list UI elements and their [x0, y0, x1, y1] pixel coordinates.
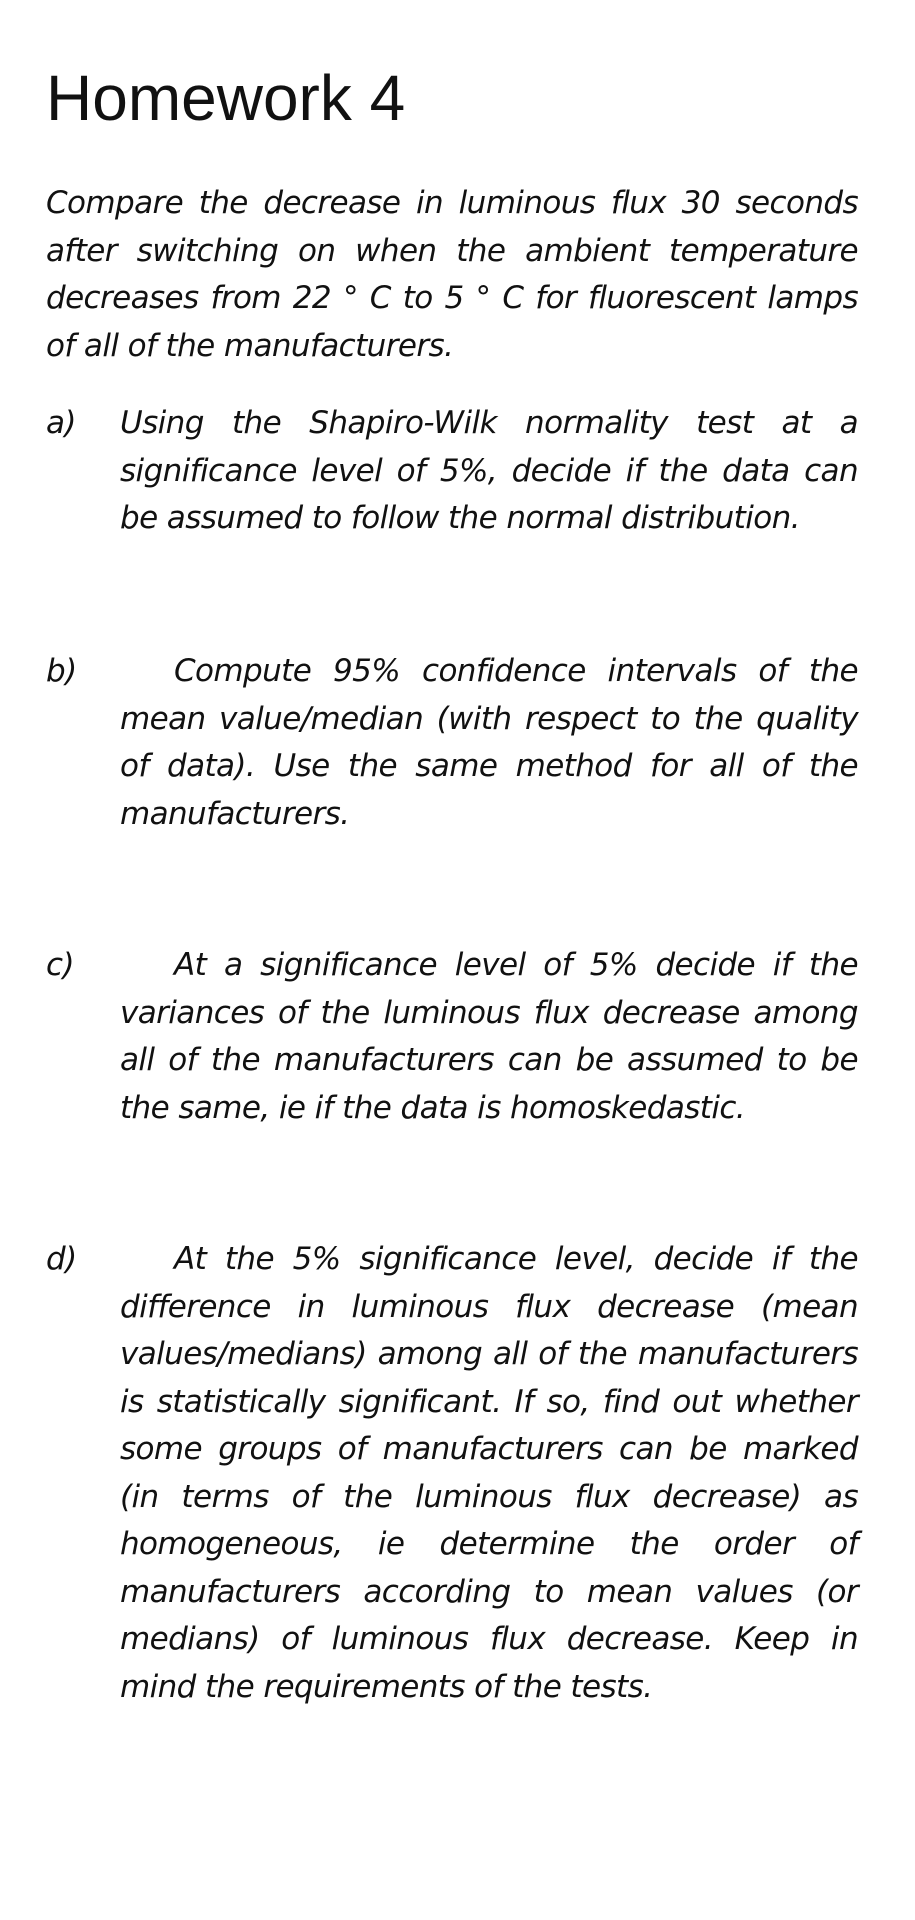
task-text-b: Compute 95% confidence intervals of the mean value/median (with respect to the quality of data). Use the same method for all of the manufacturers.: [120, 653, 858, 832]
task-label-a: a): [46, 405, 76, 441]
task-text-d: At the 5% significance level, decide if the difference in luminous flux decrease (mean values/medians) among all of the manufacturers is statistically significant. If so, find out whether some groups of manufacturers can be marked (in terms of the luminous flux decrease) as homogeneous, ie determine the order of manufacturers according to mean values (or medians) of luminous flux decrease. Keep in mind the requirements of the tests.: [120, 1241, 858, 1705]
task-text-c: At a significance level of 5% decide if the variances of the luminous flux decrease among all of the manufacturers can be assumed to be the same, ie if the data is homoskedastic.: [120, 947, 858, 1126]
task-label-b: b): [46, 653, 77, 689]
intro-paragraph: Compare the decrease in luminous flux 30 seconds after switching on when the ambient temperature decreases from 22 ° C to 5 ° C for fluorescent lamps of all of the manufacturers.: [46, 185, 858, 364]
task-label-d: d): [46, 1241, 77, 1277]
task-label-c: c): [46, 947, 74, 983]
task-text-a: Using the Shapiro-Wilk normality test at a significance level of 5%, decide if the data can be assumed to follow the normal distribution.: [120, 405, 858, 536]
page-title: Homework 4: [46, 62, 406, 134]
